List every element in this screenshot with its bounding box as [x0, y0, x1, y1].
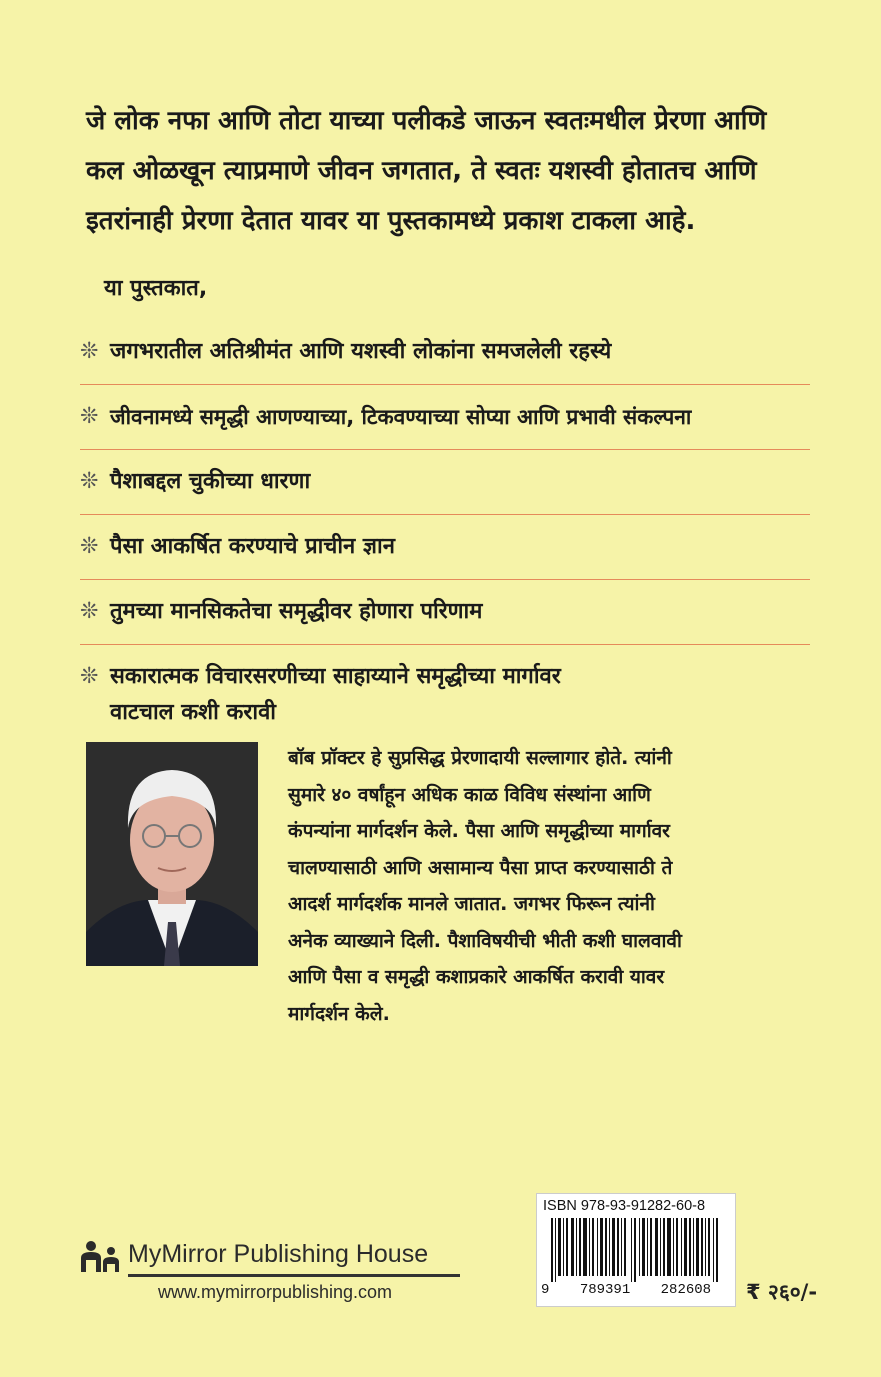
barcode-digits: [541, 1282, 731, 1298]
asterisk-icon: ❊: [80, 404, 99, 429]
list-item: [80, 521, 810, 580]
intro-line: जे लोक नफा आणि तोटा याच्या पलीकडे जाऊन स्वतःमधील प्रेरणा आणि: [86, 106, 767, 136]
bio-line: आणि पैसा व समृद्धी कशाप्रकारे आकर्षित करावी यावर: [288, 966, 665, 988]
publisher-divider: [128, 1274, 460, 1277]
author-bio: [288, 740, 828, 1032]
barcode-digits-left: 789391: [579, 1282, 631, 1298]
asterisk-icon: ❊: [80, 664, 99, 689]
price-label: ₹ २६०/-: [746, 1280, 818, 1304]
publisher-logo-icon: [78, 1240, 122, 1274]
intro-paragraph: [86, 96, 846, 246]
list-item: [80, 456, 810, 515]
point-text: तुमच्या मानसिकतेचा समृद्धीवर होणारा परिणाम: [110, 599, 483, 624]
list-item: [80, 326, 810, 385]
asterisk-icon: ❊: [80, 469, 99, 494]
point-text: पैसा आकर्षित करण्याचे प्राचीन ज्ञान: [110, 534, 395, 559]
publisher-url: www.mymirrorpublishing.com: [158, 1282, 393, 1302]
bio-line: मार्गदर्शन केले.: [288, 1002, 390, 1025]
bio-line: कंपन्यांना मार्गदर्शन केले. पैसा आणि समृद्धीच्या मार्गावर: [288, 820, 670, 842]
bio-line: सुमारे ४० वर्षांहून अधिक काळ विविध संस्थांना आणि: [288, 783, 651, 806]
barcode-digits-right: 282608: [660, 1282, 712, 1298]
bio-line: बॉब प्रॉक्टर हे सुप्रसिद्ध प्रेरणादायी सल्लागार होते. त्यांनी: [288, 747, 672, 769]
point-text-wrap: [110, 659, 561, 731]
publisher-name: MyMirror Publishing House: [128, 1240, 429, 1268]
asterisk-icon: ❊: [80, 534, 99, 559]
bio-line: आदर्श मार्गदर्शक मानले जातात. जगभर फिरून त्यांनी: [288, 893, 655, 915]
barcode-digit-lead: 9: [541, 1282, 550, 1298]
points-list: [80, 326, 810, 751]
barcode-icon: [545, 1218, 727, 1282]
isbn-number: ISBN 978-93-91282-60-8: [543, 1198, 706, 1214]
bio-line: चालण्यासाठी आणि असामान्य पैसा प्राप्त करण्यासाठी ते: [288, 856, 673, 879]
author-portrait-icon: [86, 742, 258, 966]
point-text: जगभरातील अतिश्रीमंत आणि यशस्वी लोकांना समजलेली रहस्ये: [110, 339, 612, 364]
asterisk-icon: ❊: [80, 599, 99, 624]
point-text: पैशाबद्दल चुकीच्या धारणा: [110, 469, 311, 494]
list-item: [80, 651, 810, 745]
point-text: जीवनामध्ये समृद्धी आणण्याच्या, टिकवण्याच्या सोप्या आणि प्रभावी संकल्पना: [110, 405, 692, 429]
list-item: [80, 391, 810, 450]
point-text-continued: वाटचाल कशी करावी: [110, 700, 276, 725]
intro-line: इतरांनाही प्रेरणा देतात यावर या पुस्तकामध्ये प्रकाश टाकला आहे.: [86, 206, 696, 236]
list-item: [80, 586, 810, 645]
publisher-block: [78, 1240, 478, 1310]
intro-line: कल ओळखून त्याप्रमाणे जीवन जगतात, ते स्वतः यशस्वी होतातच आणि: [86, 156, 757, 186]
point-text: सकारात्मक विचारसरणीच्या साहाय्याने समृद्धीच्या मार्गावर: [110, 664, 561, 689]
bio-line: अनेक व्याख्याने दिली. पैशाविषयीची भीती कशी घालवावी: [288, 929, 682, 952]
isbn-barcode: [536, 1193, 736, 1307]
points-lead: या पुस्तकात,: [104, 276, 208, 301]
author-photo: [86, 742, 258, 966]
asterisk-icon: ❊: [80, 339, 99, 364]
